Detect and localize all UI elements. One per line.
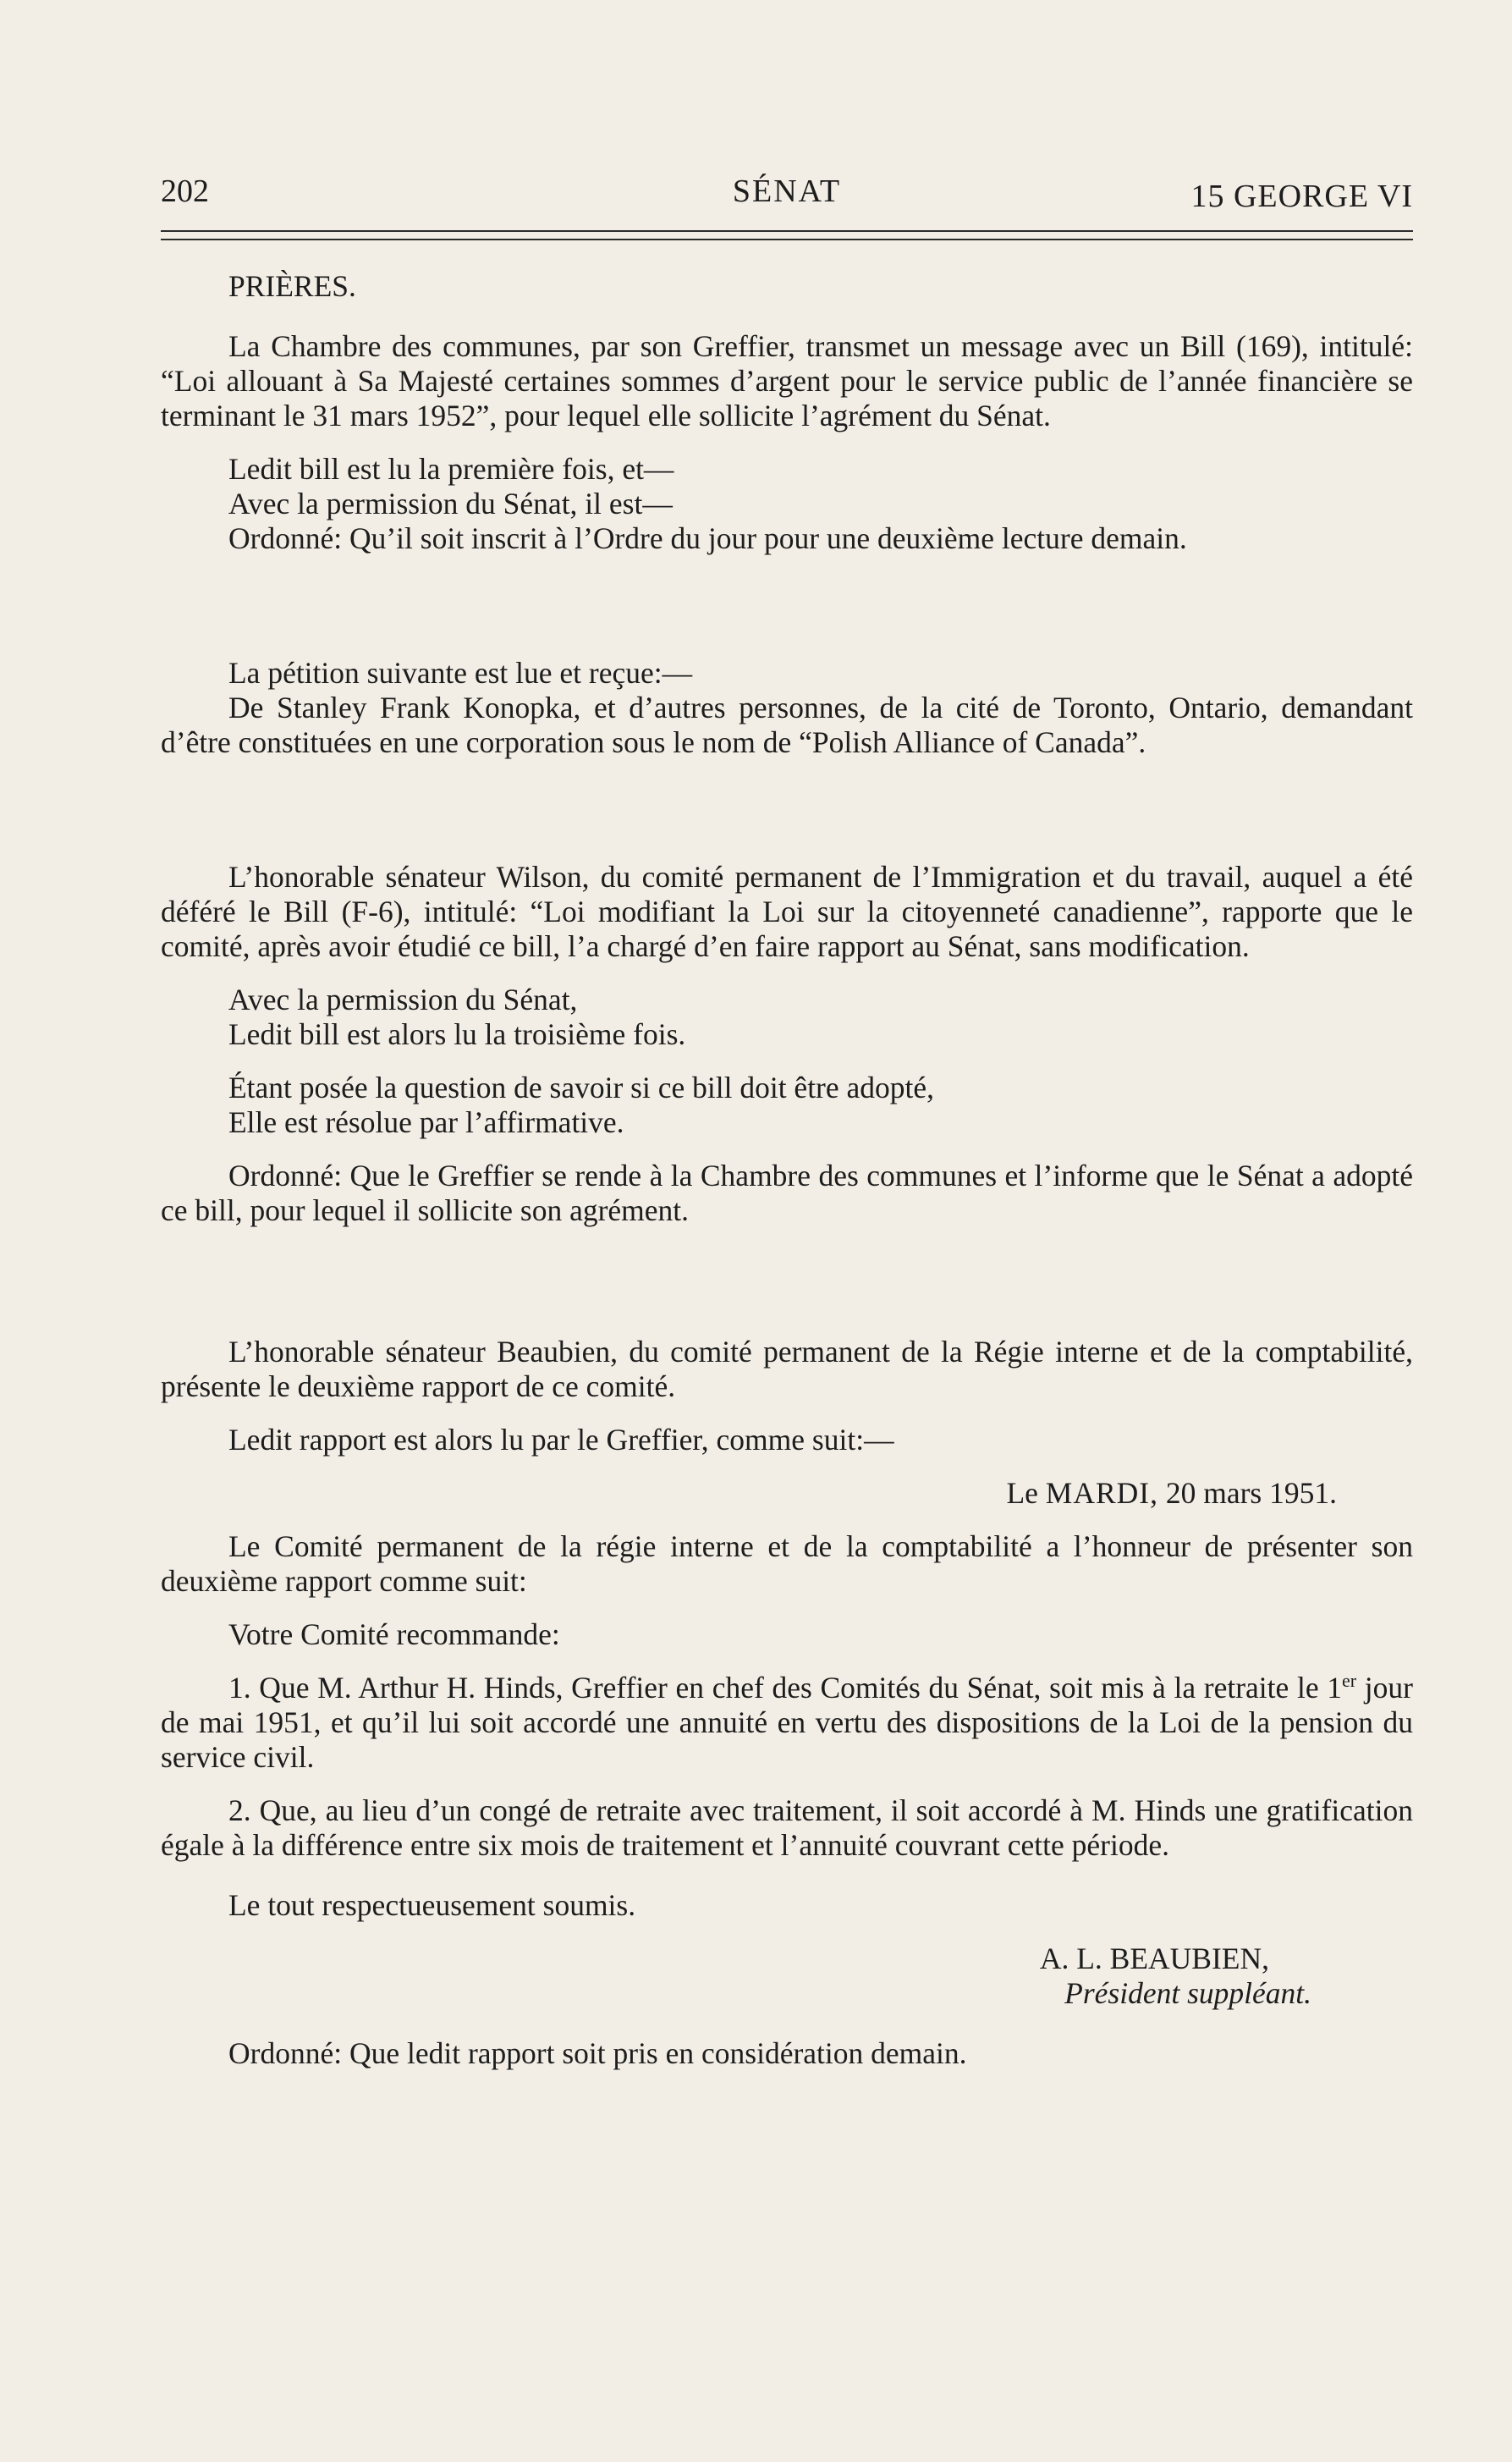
paragraph-beaubien-report: L’honorable sénateur Beaubien, du comité permanent de la Régie interne et de la comptabilité, présente le deuxième rapport de ce comité. — [161, 1335, 1413, 1403]
line-committee-recommends: Votre Comité recommande: — [228, 1617, 560, 1651]
line-respectfully-submitted: Le tout respectueusement soumis. — [228, 1888, 636, 1922]
header-rule-top — [161, 230, 1413, 232]
date-rest: 20 mars 1951. — [1165, 1476, 1337, 1510]
line-question-put: Étant posée la question de savoir si ce bill doit être adopté, — [228, 1071, 935, 1104]
recommendation-1 — [161, 1671, 1413, 1775]
document-body — [161, 269, 1413, 2071]
reign-label: 15 GEORGE VI — [1190, 179, 1413, 214]
line-order-second-reading: Ordonné: Qu’il soit inscrit à l’Ordre du jour pour une deuxième lecture demain. — [228, 521, 1187, 555]
prayers-heading: PRIÈRES. — [228, 269, 356, 303]
date-weekday: MARDI, — [1045, 1476, 1158, 1510]
paragraph-wilson-report: L’honorable sénateur Wilson, du comité permanent de l’Immigration et du travail, auquel a été déféré le Bill (F-6), intitulé: “Loi modifiant la Loi sur la citoyenneté canadienne”, rapporte que le comité, après avoir étudié ce bill, l’a chargé d’en faire rapport au Sénat, sans modification. — [161, 860, 1413, 963]
report-date — [161, 1476, 1413, 1511]
line-report-read: Ledit rapport est alors lu par le Greffier, comme suit:— — [228, 1423, 894, 1457]
line-first-reading: Ledit bill est lu la première fois, et— — [228, 452, 674, 486]
line-petition-received: La pétition suivante est lue et reçue:— — [228, 656, 693, 690]
recommendation-1-start: 1. Que M. Arthur H. Hinds, Greffier en chef des Comités du Sénat, soit mis à la retraite le 1 — [228, 1671, 1343, 1705]
date-prefix: Le — [1006, 1476, 1038, 1510]
page-number: 202 — [161, 173, 209, 209]
line-third-reading: Ledit bill est alors lu la troisième fois. — [228, 1017, 686, 1051]
line-with-permission: Avec la permission du Sénat, — [228, 983, 578, 1016]
recommendation-1-sup: er — [1342, 1670, 1357, 1692]
page-header — [161, 166, 1413, 217]
recommendation-1-end: jour de mai 1951, et qu’il lui soit accordé une annuité en vertu des dispositions de la Loi de la pension du service civil. — [161, 1671, 1413, 1774]
running-title: SÉNAT — [732, 173, 842, 209]
paragraph-order-inform-commons: Ordonné: Que le Greffier se rende à la Chambre des communes et l’informe que le Sénat a adopté ce bill, pour lequel il sollicite son agrément. — [161, 1159, 1413, 1227]
header-rule-bottom — [161, 239, 1413, 240]
line-permission: Avec la permission du Sénat, il est— — [228, 487, 673, 520]
line-resolved-affirmative: Elle est résolue par l’affirmative. — [228, 1105, 624, 1139]
paragraph-commons-message: La Chambre des communes, par son Greffier, transmet un message avec un Bill (169), intitulé: “Loi allouant à Sa Majesté certaines sommes d’argent pour le service public de l’année financière se terminant le 31 mars 1952”, pour lequel elle sollicite l’agrément du Sénat. — [161, 329, 1413, 432]
line-order-consideration: Ordonné: Que ledit rapport soit pris en considération demain. — [228, 2036, 967, 2070]
paragraph-committee-honour: Le Comité permanent de la régie interne et de la comptabilité a l’honneur de présenter son deuxième rapport comme suit: — [161, 1529, 1413, 1598]
recommendation-2: 2. Que, au lieu d’un congé de retraite avec traitement, il soit accordé à M. Hinds une gratification égale à la différence entre six mois de traitement et l’annuité couvrant cette période. — [161, 1793, 1413, 1862]
signature-name: A. L. BEAUBIEN, — [1039, 1942, 1269, 1975]
signature-title: Président suppléant. — [1064, 1976, 1311, 2010]
paragraph-petition: De Stanley Frank Konopka, et d’autres personnes, de la cité de Toronto, Ontario, demandant d’être constituées en une corporation sous le nom de “Polish Alliance of Canada”. — [161, 691, 1413, 759]
